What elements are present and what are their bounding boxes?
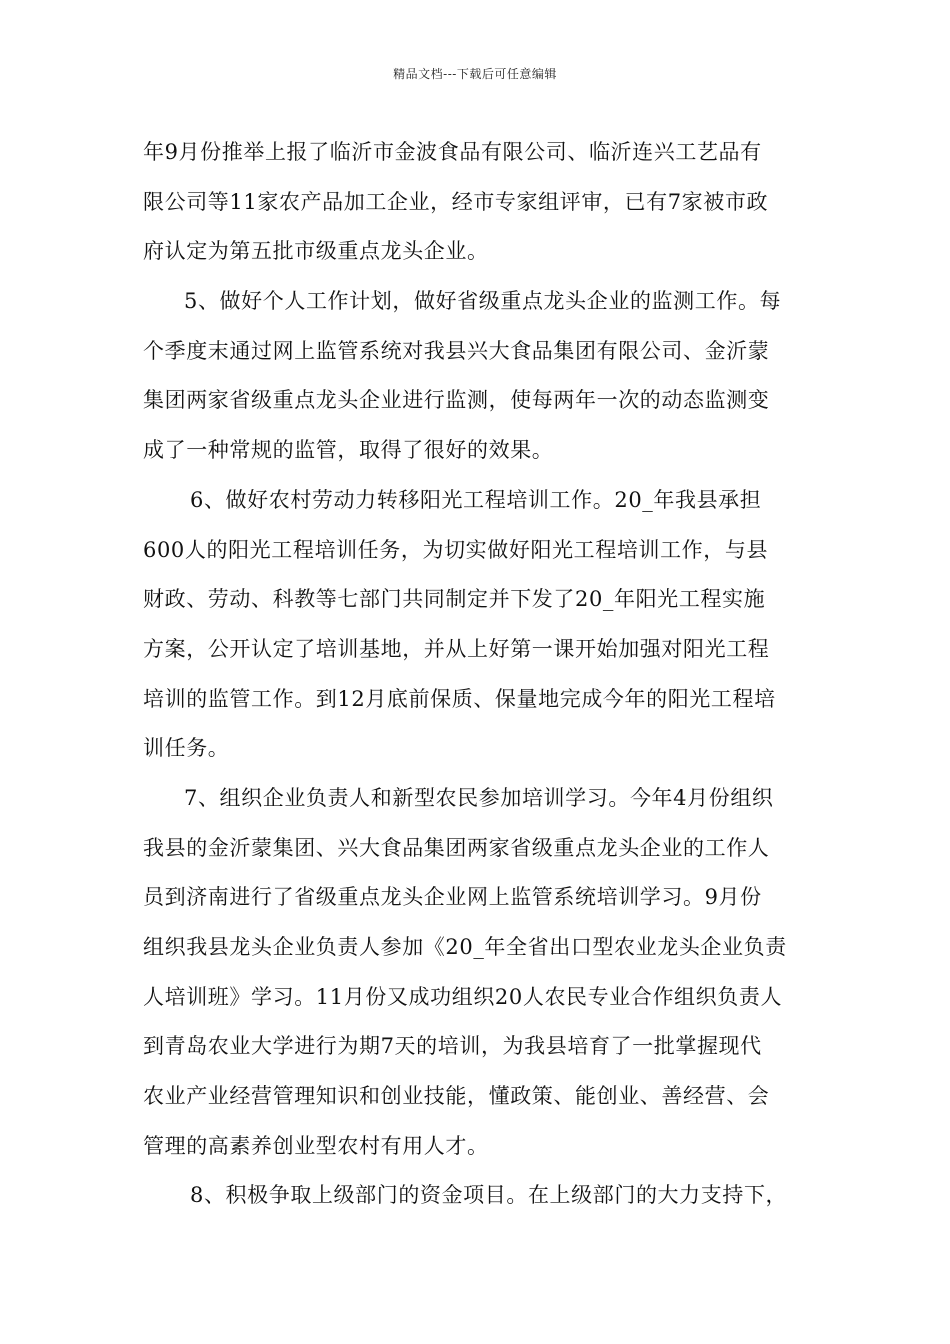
text-line: 限公司等11家农产品加工企业，经市专家组评审，已有7家被市政 [143, 189, 769, 214]
text-line: 成了一种常规的监管，取得了很好的效果。 [143, 438, 554, 463]
text-line: 员到济南进行了省级重点龙头企业网上监管系统培训学习。9月份 [143, 885, 762, 910]
paragraph-item-7 [143, 774, 823, 1172]
text-line: 训任务。 [143, 736, 230, 761]
text-line: 8、积极争取上级部门的资金项目。在上级部门的大力支持下， [190, 1183, 788, 1208]
text-line: 7、组织企业负责人和新型农民参加培训学习。今年4月份组织 [184, 785, 774, 810]
text-line: 人培训班》学习。11月份又成功组织20人农民专业合作组织负责人 [143, 984, 783, 1009]
text-line: 财政、劳动、科教等七部门共同制定并下发了20_年阳光工程实施 [143, 587, 766, 612]
text-line: 府认定为第五批市级重点龙头企业。 [143, 239, 489, 264]
page-header: 精品文档---下载后可任意编辑 [393, 67, 557, 81]
text-line: 年9月份推举上报了临沂市金波食品有限公司、临沂连兴工艺品有 [143, 140, 762, 164]
text-line: 6、做好农村劳动力转移阳光工程培训工作。20_年我县承担 [190, 487, 762, 512]
text-line: 组织我县龙头企业负责人参加《20_年全省出口型农业龙头企业负责 [143, 935, 787, 959]
paragraph-continuation [143, 128, 823, 277]
text-line: 600人的阳光工程培训任务，为切实做好阳光工程培训工作，与县 [143, 537, 769, 562]
text-line: 集团两家省级重点龙头企业进行监测，使每两年一次的动态监测变 [143, 388, 770, 413]
paragraph-item-6 [143, 476, 823, 774]
text-line: 到青岛农业大学进行为期7天的培训，为我县培育了一批掌握现代 [143, 1034, 762, 1059]
text-line: 农业产业经营管理知识和创业技能，懂政策、能创业、善经营、会 [143, 1084, 770, 1109]
text-line: 我县的金沂蒙集团、兴大食品集团两家省级重点龙头企业的工作人 [143, 835, 770, 860]
text-line: 方案，公开认定了培训基地，并从上好第一课开始加强对阳光工程 [143, 636, 770, 661]
paragraph-item-5 [143, 277, 823, 476]
text-line: 5、做好个人工作计划，做好省级重点龙头企业的监测工作。每 [184, 289, 782, 314]
document-body [143, 128, 823, 1221]
text-line: 管理的高素养创业型农村有用人才。 [143, 1133, 489, 1158]
text-line: 个季度末通过网上监管系统对我县兴大食品集团有限公司、金沂蒙 [143, 338, 770, 363]
text-line: 培训的监管工作。到12月底前保质、保量地完成今年的阳光工程培 [143, 686, 776, 711]
paragraph-item-8 [143, 1171, 823, 1221]
